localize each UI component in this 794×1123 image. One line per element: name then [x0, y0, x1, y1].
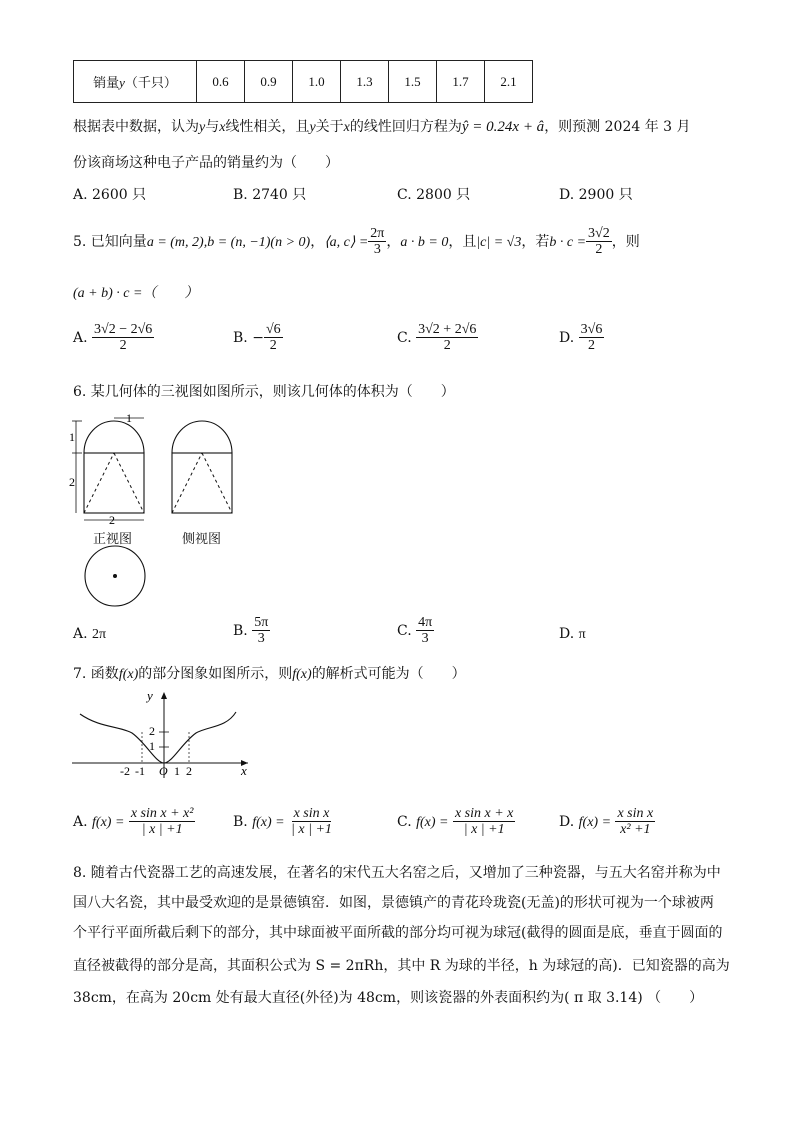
q7-stem: 7. 函数f(x)的部分图象如图所示，则f(x)的解析式可能为（ ） [73, 666, 466, 682]
x-tick-label: -2 [120, 764, 130, 778]
q5-option-b: B. − $\frac{√6}{2}$ [233, 322, 281, 354]
q5-stem: 5. 已知向量a = (m, 2),b = (n, −1)(n > 0)，⟨a, c⟩ = $\frac{2\pi}{3}$ ，a · b = 0，且|c| = √3，若b · c = $\frac{3√2}{2}$ ，则 [73, 226, 640, 258]
dim-left-bottom: 2 [69, 475, 75, 489]
q4-option-c: C. 2800 只 [397, 187, 471, 203]
x-tick-label: 2 [186, 764, 192, 778]
q4-option-b: B. 2740 只 [233, 187, 307, 203]
table-cell: 0.6 [197, 61, 245, 103]
q6-option-c: C. $\frac{4\pi}{3}$ [397, 615, 433, 647]
table-cell: 1.7 [437, 61, 485, 103]
q6-option-d: D. π [559, 626, 586, 642]
table-cell: 0.9 [245, 61, 293, 103]
q7-option-d: D. f(x) = $\frac{\text{x sin x}}{\text{x² +1}}$ [559, 806, 654, 838]
dim-left-top: 1 [69, 430, 75, 444]
dim-top: 1 [126, 411, 132, 425]
q7-option-c: C. f(x) = $\frac{\text{x sin x + x}}{| x | +1}$ [397, 806, 514, 838]
side-view [172, 421, 232, 513]
q4-option-d: D. 2900 只 [559, 187, 633, 203]
table-cell: 2.1 [485, 61, 533, 103]
q6-option-b: B. $\frac{5\pi}{3}$ [233, 615, 269, 647]
sales-table [73, 60, 533, 103]
x-tick-label: -1 [135, 764, 145, 778]
table-cell: 1.0 [293, 61, 341, 103]
front-view [69, 411, 144, 527]
q4-line1: 根据表中数据，认为y与x线性相关，且y关于x的线性回归方程为ŷ = 0.24x + â，则预测 2024 年 3 月 [73, 119, 691, 135]
regression-equation: ŷ = 0.24x + â [461, 119, 545, 135]
y-tick-label: 2 [149, 724, 155, 738]
function-graph [70, 688, 255, 780]
q8-line: 38cm，在高为 20cm 处有最大直径(外径)为 48cm，则该瓷器的外表面积约为( π 取 3.14) （ ） [73, 990, 704, 1006]
q5-option-d: D. $\frac{3√6}{2}$ [559, 322, 603, 354]
side-view-label: 侧视图 [182, 532, 222, 547]
q5-option-a: A. $\frac{3√2 - 2√6}{2}$ [73, 322, 153, 354]
x-tick-label: 1 [174, 764, 180, 778]
q8-line: 国八大名瓷，其中最受欢迎的是景德镇窑．如图，景德镇产的青花玲珑瓷(无盖)的形状可视为一个球被两 [73, 895, 714, 911]
table-cell: 1.5 [389, 61, 437, 103]
q4-line2: 份该商场这种电子产品的销量约为（ ） [73, 155, 339, 171]
x-axis-label: x [241, 763, 247, 778]
q5-expression: (a + b) · c =（ ） [73, 286, 199, 301]
front-view-label: 正视图 [93, 532, 133, 547]
dim-bottom: 2 [109, 513, 115, 527]
q8-line: 个平行平面所截后剩下的部分，其中球面被平面所截的部分均可视为球冠(截得的圆面是底，垂直于圆面的 [73, 925, 723, 941]
origin-label: O [159, 764, 168, 778]
q4-option-a: A. 2600 只 [73, 187, 147, 203]
table-row [74, 61, 533, 103]
three-view-figure [68, 408, 238, 608]
q7-option-a: A. f(x) = $\frac{\text{x sin x + x²}}{| x | +1}$ [73, 806, 194, 838]
table-header-cell: 销量y（千只） [74, 61, 197, 103]
table-cell: 1.3 [341, 61, 389, 103]
y-tick-label: 1 [149, 739, 155, 753]
q7-option-b: B. f(x) = $\frac{\text{x sin x}}{| x | +1}$ [233, 806, 332, 838]
q8-line: 8. 随着古代瓷器工艺的高速发展，在著名的宋代五大名窑之后，又增加了三种瓷器，与五大名窑并称为中 [73, 865, 721, 881]
q6-stem: 6. 某几何体的三视图如图所示，则该几何体的体积为（ ） [73, 384, 455, 400]
q6-option-a: A. 2π [73, 626, 107, 642]
top-view [85, 546, 145, 606]
q8-line: 直径被截得的部分是高，其面积公式为 S = 2πRh，其中 R 为球的半径，h 为球冠的高)．已知瓷器的高为 [73, 958, 730, 974]
q5-option-c: C. $\frac{3√2 + 2√6}{2}$ [397, 322, 477, 354]
y-axis-label: y [147, 688, 153, 703]
